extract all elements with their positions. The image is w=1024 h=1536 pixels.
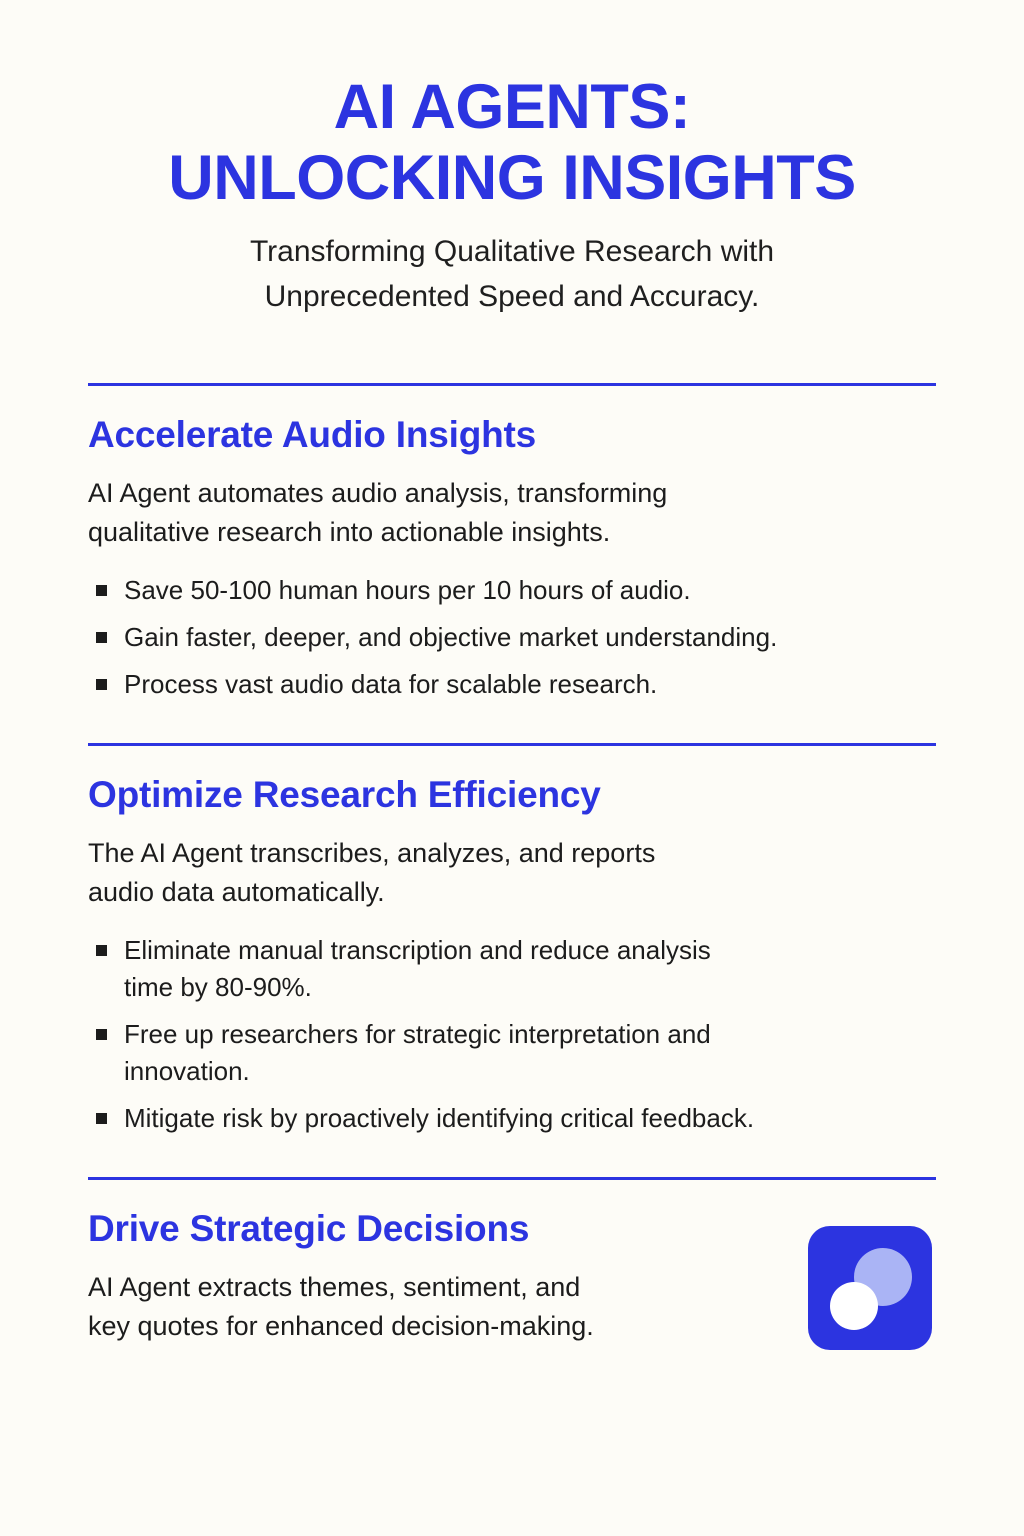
section-2-bullet-1-line-2: time by 80-90%. <box>124 972 312 1003</box>
section-3-lead-line-2: key quotes for enhanced decision-making. <box>88 1311 594 1342</box>
section-1-bullet-1-line-1: Save 50-100 human hours per 10 hours of audio. <box>124 575 691 606</box>
list-item <box>88 619 936 656</box>
section-2-bullet-3 <box>124 1100 936 1137</box>
section-3-text <box>88 1208 728 1366</box>
list-item <box>88 932 936 1006</box>
section-2-bullet-1 <box>124 932 936 1006</box>
page-subtitle-line-1: Transforming Qualitative Research with <box>249 235 775 269</box>
page-subtitle-line-2: Unprecedented Speed and Accuracy. <box>264 280 760 314</box>
section-1-heading: Accelerate Audio Insights <box>88 414 537 456</box>
section-3-lead-line-1: AI Agent extracts themes, sentiment, and <box>88 1271 581 1302</box>
section-2-bullet-list <box>88 932 936 1137</box>
list-item <box>88 666 936 703</box>
section-2-bullet-2 <box>124 1016 936 1090</box>
list-item <box>88 1100 936 1137</box>
square-bullet-icon <box>96 1113 107 1124</box>
section-1-lead-line-2: qualitative research into actionable insights. <box>88 517 611 548</box>
section-3-heading: Drive Strategic Decisions <box>88 1207 530 1249</box>
section-optimize-research-efficiency <box>88 746 936 1137</box>
section-2-lead <box>88 834 936 912</box>
section-1-bullet-2-line-1: Gain faster, deeper, and objective market understanding. <box>124 622 778 653</box>
section-1-bullet-1 <box>124 572 936 609</box>
section-2-bullet-2-line-1: Free up researchers for strategic interpretation and <box>124 1019 711 1050</box>
square-bullet-icon <box>96 632 107 643</box>
section-drive-strategic-decisions <box>88 1180 936 1366</box>
section-2-bullet-3-line-1: Mitigate risk by proactively identifying critical feedback. <box>124 1103 755 1133</box>
header <box>88 0 936 319</box>
page-subtitle <box>162 229 862 319</box>
brand-logo-icon <box>808 1226 932 1350</box>
section-1-lead <box>88 474 936 552</box>
section-1-bullet-2 <box>124 619 936 656</box>
square-bullet-icon <box>96 585 107 596</box>
list-item <box>88 572 936 609</box>
logo-circle-white <box>830 1282 878 1330</box>
section-2-bullet-1-line-1: Eliminate manual transcription and reduce analysis <box>124 935 711 966</box>
section-2-heading: Optimize Research Efficiency <box>88 774 601 816</box>
page-title <box>88 72 936 213</box>
square-bullet-icon <box>96 1029 107 1040</box>
square-bullet-icon <box>96 945 107 956</box>
square-bullet-icon <box>96 679 107 690</box>
section-1-lead-line-1: AI Agent automates audio analysis, transforming <box>88 478 668 509</box>
section-accelerate-audio-insights <box>88 386 936 703</box>
page-title-line-1: AI AGENTS: <box>333 72 691 142</box>
section-2-lead-line-1: The AI Agent transcribes, analyzes, and reports <box>88 838 656 869</box>
section-1-bullet-3 <box>124 666 936 703</box>
section-3-lead <box>88 1268 728 1346</box>
section-1-bullet-3-line-1: Process vast audio data for scalable research. <box>124 669 658 700</box>
page-title-line-2: UNLOCKING INSIGHTS <box>168 142 856 213</box>
list-item <box>88 1016 936 1090</box>
section-1-bullet-list <box>88 572 936 703</box>
section-2-lead-line-2: audio data automatically. <box>88 877 385 908</box>
section-2-bullet-2-line-2: innovation. <box>124 1056 250 1087</box>
